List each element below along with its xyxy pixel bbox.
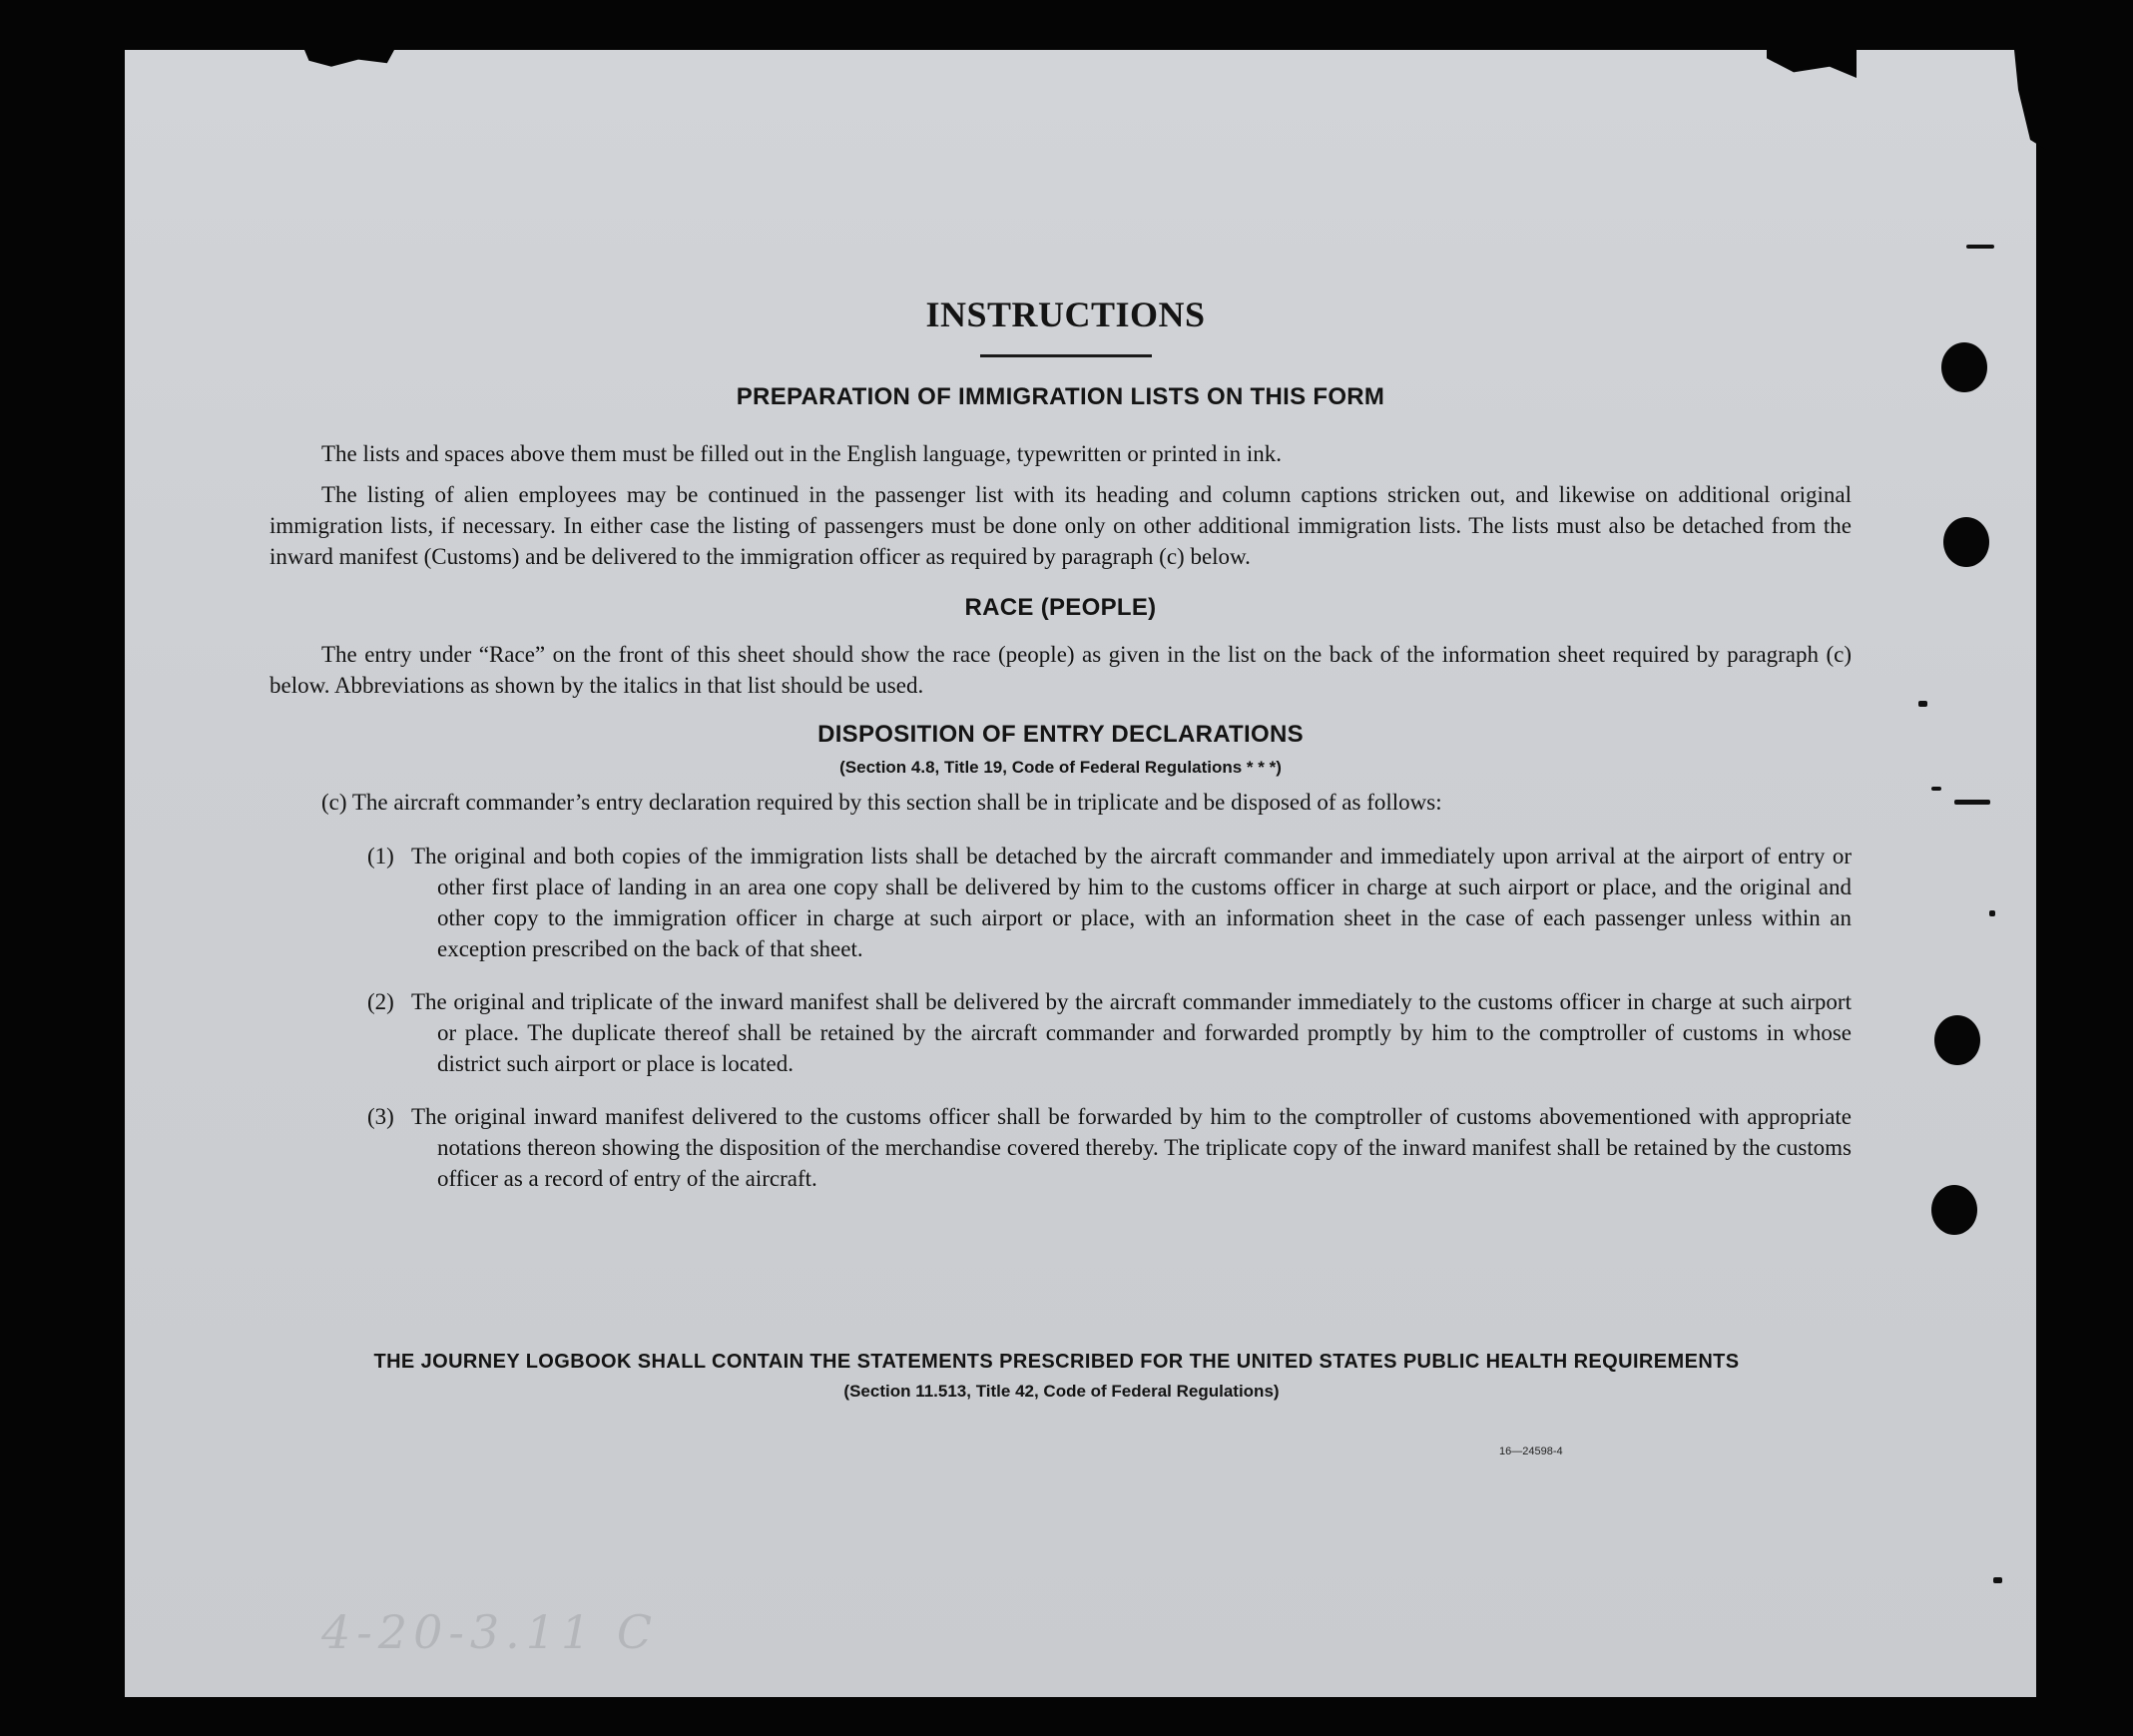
item-text: The original and both copies of the immigration lists shall be detached by the aircraft commander and immediately upon arrival at the airport of entry or other first place of landing in an area one copy shall be delivered by him to the customs officer in charge at such airport or place, and the original and other copy to the immigration officer in charge at such airport or place, with an information sheet in the case of each passenger unless within an exception prescribed on the back of that sheet. xyxy=(411,844,1852,961)
scan-speck xyxy=(1966,245,1994,249)
scan-speck xyxy=(1993,1577,2002,1583)
item-text: The original and triplicate of the inward manifest shall be delivered by the aircraft commander immediately to the customs officer in charge at such airport or place. The duplicate thereof shall be retained by the aircraft commander and forwarded promptly by him to the comptroller of customs in whose district such airport or place is located. xyxy=(411,989,1852,1076)
scan-speck xyxy=(1989,910,1995,916)
scan-speck xyxy=(1954,800,1990,805)
preparation-paragraph-1: The lists and spaces above them must be filled out in the English language, typewritten or printed in ink. xyxy=(321,441,1282,466)
section-heading-disposition: DISPOSITION OF ENTRY DECLARATIONS xyxy=(817,721,1304,748)
preparation-paragraph-2: The listing of alien employees may be continued in the passenger list with its heading and column captions stricken out, and likewise on additional original immigration lists, if necessary. In either case the listing of passengers must be done only on other additional immigration lists. The lists must also be detached from the inward manifest (Customs) and be delivered to the immigration officer as required by paragraph (c) below. xyxy=(269,482,1852,569)
instructions-body xyxy=(269,294,1852,1216)
section-heading-race: RACE (PEOPLE) xyxy=(964,594,1157,621)
form-number: 16—24598-4 xyxy=(1499,1446,1563,1457)
punch-hole xyxy=(1943,517,1989,567)
footer-citation: (Section 11.513, Title 42, Code of Federal Regulations) xyxy=(843,1382,1280,1401)
punch-hole xyxy=(1931,1185,1977,1235)
title-underline xyxy=(980,354,1152,357)
punch-hole xyxy=(1941,342,1987,392)
list-item xyxy=(269,986,1852,1079)
item-number: (1) xyxy=(367,844,394,868)
scan-speck xyxy=(1918,701,1927,707)
section-heading-preparation: PREPARATION OF IMMIGRATION LISTS ON THIS FORM xyxy=(736,383,1385,410)
disposition-items xyxy=(269,841,1852,1194)
footer-statement: THE JOURNEY LOGBOOK SHALL CONTAIN THE STATEMENTS PRESCRIBED FOR THE UNITED STATES PUBLIC HEALTH REQUIREMENTS xyxy=(373,1351,1740,1373)
page-title: INSTRUCTIONS xyxy=(925,294,1206,334)
list-item xyxy=(269,1101,1852,1194)
item-text: The original inward manifest delivered to the customs officer shall be forwarded by him to the comptroller of customs abovementioned with appropriate notations thereon showing the disposition of the merchandise covered thereby. The triplicate copy of the inward manifest shall be retained by the customs officer as a record of entry of the aircraft. xyxy=(411,1104,1852,1191)
item-number: (3) xyxy=(367,1104,394,1129)
item-number: (2) xyxy=(367,989,394,1014)
health-requirements-footer xyxy=(262,1351,1852,1402)
race-paragraph: The entry under “Race” on the front of this sheet should show the race (people) as given in the list on the back of the information sheet required by paragraph (c) below. Abbreviations as shown by the italics in that list should be used. xyxy=(269,642,1852,698)
handwritten-note: 4-20-3.11 C xyxy=(321,1605,659,1659)
scan-speck xyxy=(1931,787,1941,791)
disposition-citation: (Section 4.8, Title 19, Code of Federal Regulations * * *) xyxy=(839,758,1282,777)
list-item xyxy=(269,841,1852,964)
punch-hole xyxy=(1934,1015,1980,1065)
disposition-clause-c: (c) The aircraft commander’s entry declaration required by this section shall be in triplicate and be disposed of as follows: xyxy=(321,790,1442,815)
